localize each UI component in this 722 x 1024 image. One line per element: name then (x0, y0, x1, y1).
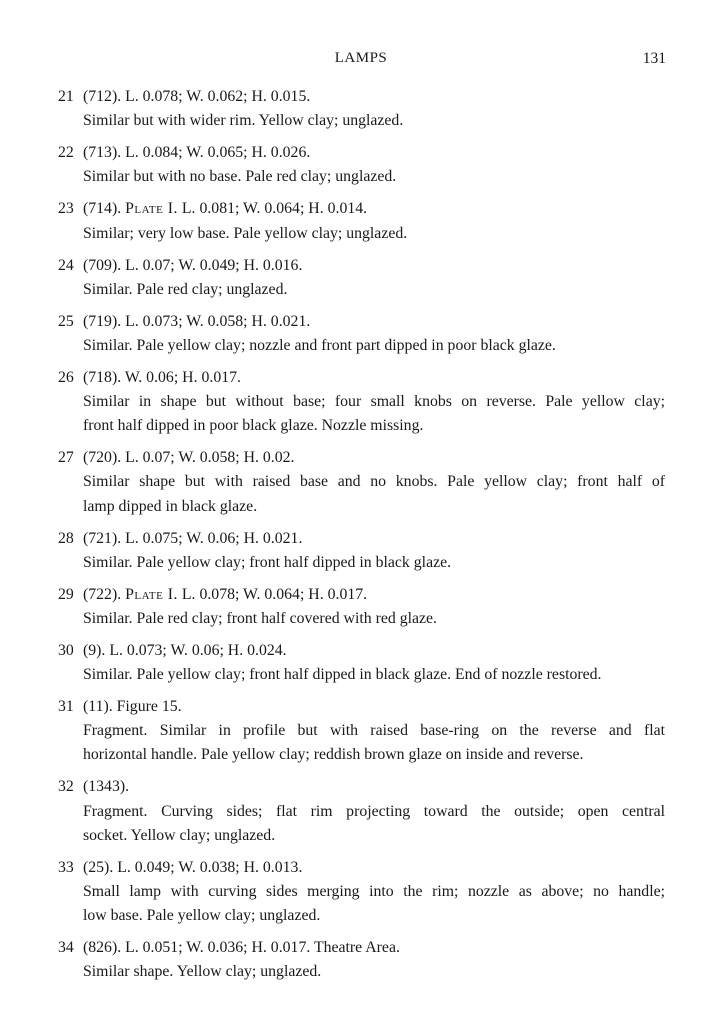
catalogue-entry (0, 254, 722, 302)
entry-header: (9). L. 0.073; W. 0.06; H. 0.024. (83, 641, 287, 659)
entry-header: (709). L. 0.07; W. 0.049; H. 0.016. (83, 256, 303, 274)
running-title: LAMPS (334, 50, 388, 66)
entry-header: (1343). (83, 778, 130, 796)
entry-description: Similar in shape but without base; four small knobs on reverse. Pale yellow clay; (83, 393, 665, 411)
entry-number: 22 (58, 144, 74, 162)
page-number: 131 (642, 50, 666, 67)
entry-description: Similar but with no base. Pale red clay; unglazed. (83, 168, 397, 186)
entry-number: 23 (58, 200, 74, 218)
entry-header (83, 583, 367, 607)
entry-number: 34 (58, 939, 74, 957)
entry-header: (719). L. 0.073; W. 0.058; H. 0.021. (83, 312, 311, 330)
entry-number: 28 (58, 529, 74, 547)
entry-description: Small lamp with curving sides merging into the rim; nozzle as above; no handle; (83, 883, 665, 900)
entry-number: 25 (58, 312, 74, 330)
entry-number: 31 (58, 698, 74, 716)
entry-description: Fragment. Curving sides; flat rim projecting toward the outside; open central (83, 802, 665, 820)
catalogue-entry (0, 527, 722, 575)
entry-description: lamp dipped in black glaze. (83, 497, 258, 515)
entry-description: front half dipped in poor black glaze. Nozzle missing. (83, 417, 424, 435)
entry-description: Similar. Pale yellow clay; nozzle and front part dipped in poor black glaze. (83, 336, 556, 354)
catalogue-entry (0, 310, 722, 358)
entry-description: socket. Yellow clay; unglazed. (83, 826, 276, 844)
entry-number: 27 (58, 449, 74, 467)
entry-description: horizontal handle. Pale yellow clay; reddish brown glaze on inside and reverse. (83, 746, 584, 764)
entry-description: Similar. Pale yellow clay; front half dipped in black glaze. (83, 553, 452, 571)
catalogue-entry (0, 141, 722, 189)
catalogue-entry (0, 775, 722, 848)
entry-header: (826). L. 0.051; W. 0.036; H. 0.017. Theatre Area. (83, 939, 400, 957)
entry-header: (718). W. 0.06; H. 0.017. (83, 368, 241, 386)
entry-description: Similar shape but with raised base and no knobs. Pale yellow clay; front half of (83, 473, 665, 491)
entry-description: Similar. Pale red clay; unglazed. (83, 280, 288, 298)
entry-number: 29 (58, 585, 74, 603)
catalogue-entry (0, 695, 722, 768)
catalogue-entry (0, 639, 722, 687)
entry-description: Similar; very low base. Pale yellow clay; unglazed. (83, 224, 408, 242)
entry-number: 33 (58, 858, 74, 876)
entry-header (83, 197, 367, 221)
catalogue-entries (0, 85, 722, 985)
entry-header: (25). L. 0.049; W. 0.038; H. 0.013. (83, 858, 303, 876)
entry-header: (11). Figure 15. (83, 698, 182, 716)
catalogue-entry (0, 85, 722, 133)
entry-description: Similar. Pale red clay; front half covered with red glaze. (83, 609, 437, 627)
entry-description: Similar but with wider rim. Yellow clay; unglazed. (83, 112, 404, 130)
dimensions: L. 0.081; W. 0.064; H. 0.014. (177, 200, 368, 218)
inventory-number: (714). (83, 200, 126, 218)
entry-header: (720). L. 0.07; W. 0.058; H. 0.02. (83, 449, 295, 467)
inventory-number: (722). (83, 585, 126, 603)
catalogue-entry (0, 583, 722, 631)
catalogue-entry (0, 446, 722, 519)
entry-number: 30 (58, 641, 74, 659)
entry-description: Similar. Pale yellow clay; front half dipped in black glaze. End of nozzle restored. (83, 666, 602, 684)
catalogue-entry (0, 936, 722, 984)
entry-number: 32 (58, 778, 74, 796)
catalogue-entry (0, 856, 722, 929)
entry-description: Fragment. Similar in profile but with raised base-ring on the reverse and flat (83, 722, 665, 740)
entry-number: 21 (58, 88, 74, 105)
plate-reference: Plate I. (125, 200, 178, 218)
running-head (0, 50, 722, 72)
dimensions: L. 0.078; W. 0.064; H. 0.017. (177, 585, 368, 603)
entry-description: low base. Pale yellow clay; unglazed. (83, 907, 321, 925)
catalogue-entry (0, 366, 722, 439)
entry-number: 26 (58, 368, 74, 386)
entry-header: (713). L. 0.084; W. 0.065; H. 0.026. (83, 144, 311, 162)
entry-description: Similar shape. Yellow clay; unglazed. (83, 963, 322, 981)
entry-header: (712). L. 0.078; W. 0.062; H. 0.015. (83, 88, 311, 105)
plate-reference: Plate I. (125, 585, 178, 603)
entry-number: 24 (58, 256, 74, 274)
catalogue-entry (0, 197, 722, 245)
entry-header: (721). L. 0.075; W. 0.06; H. 0.021. (83, 529, 303, 547)
